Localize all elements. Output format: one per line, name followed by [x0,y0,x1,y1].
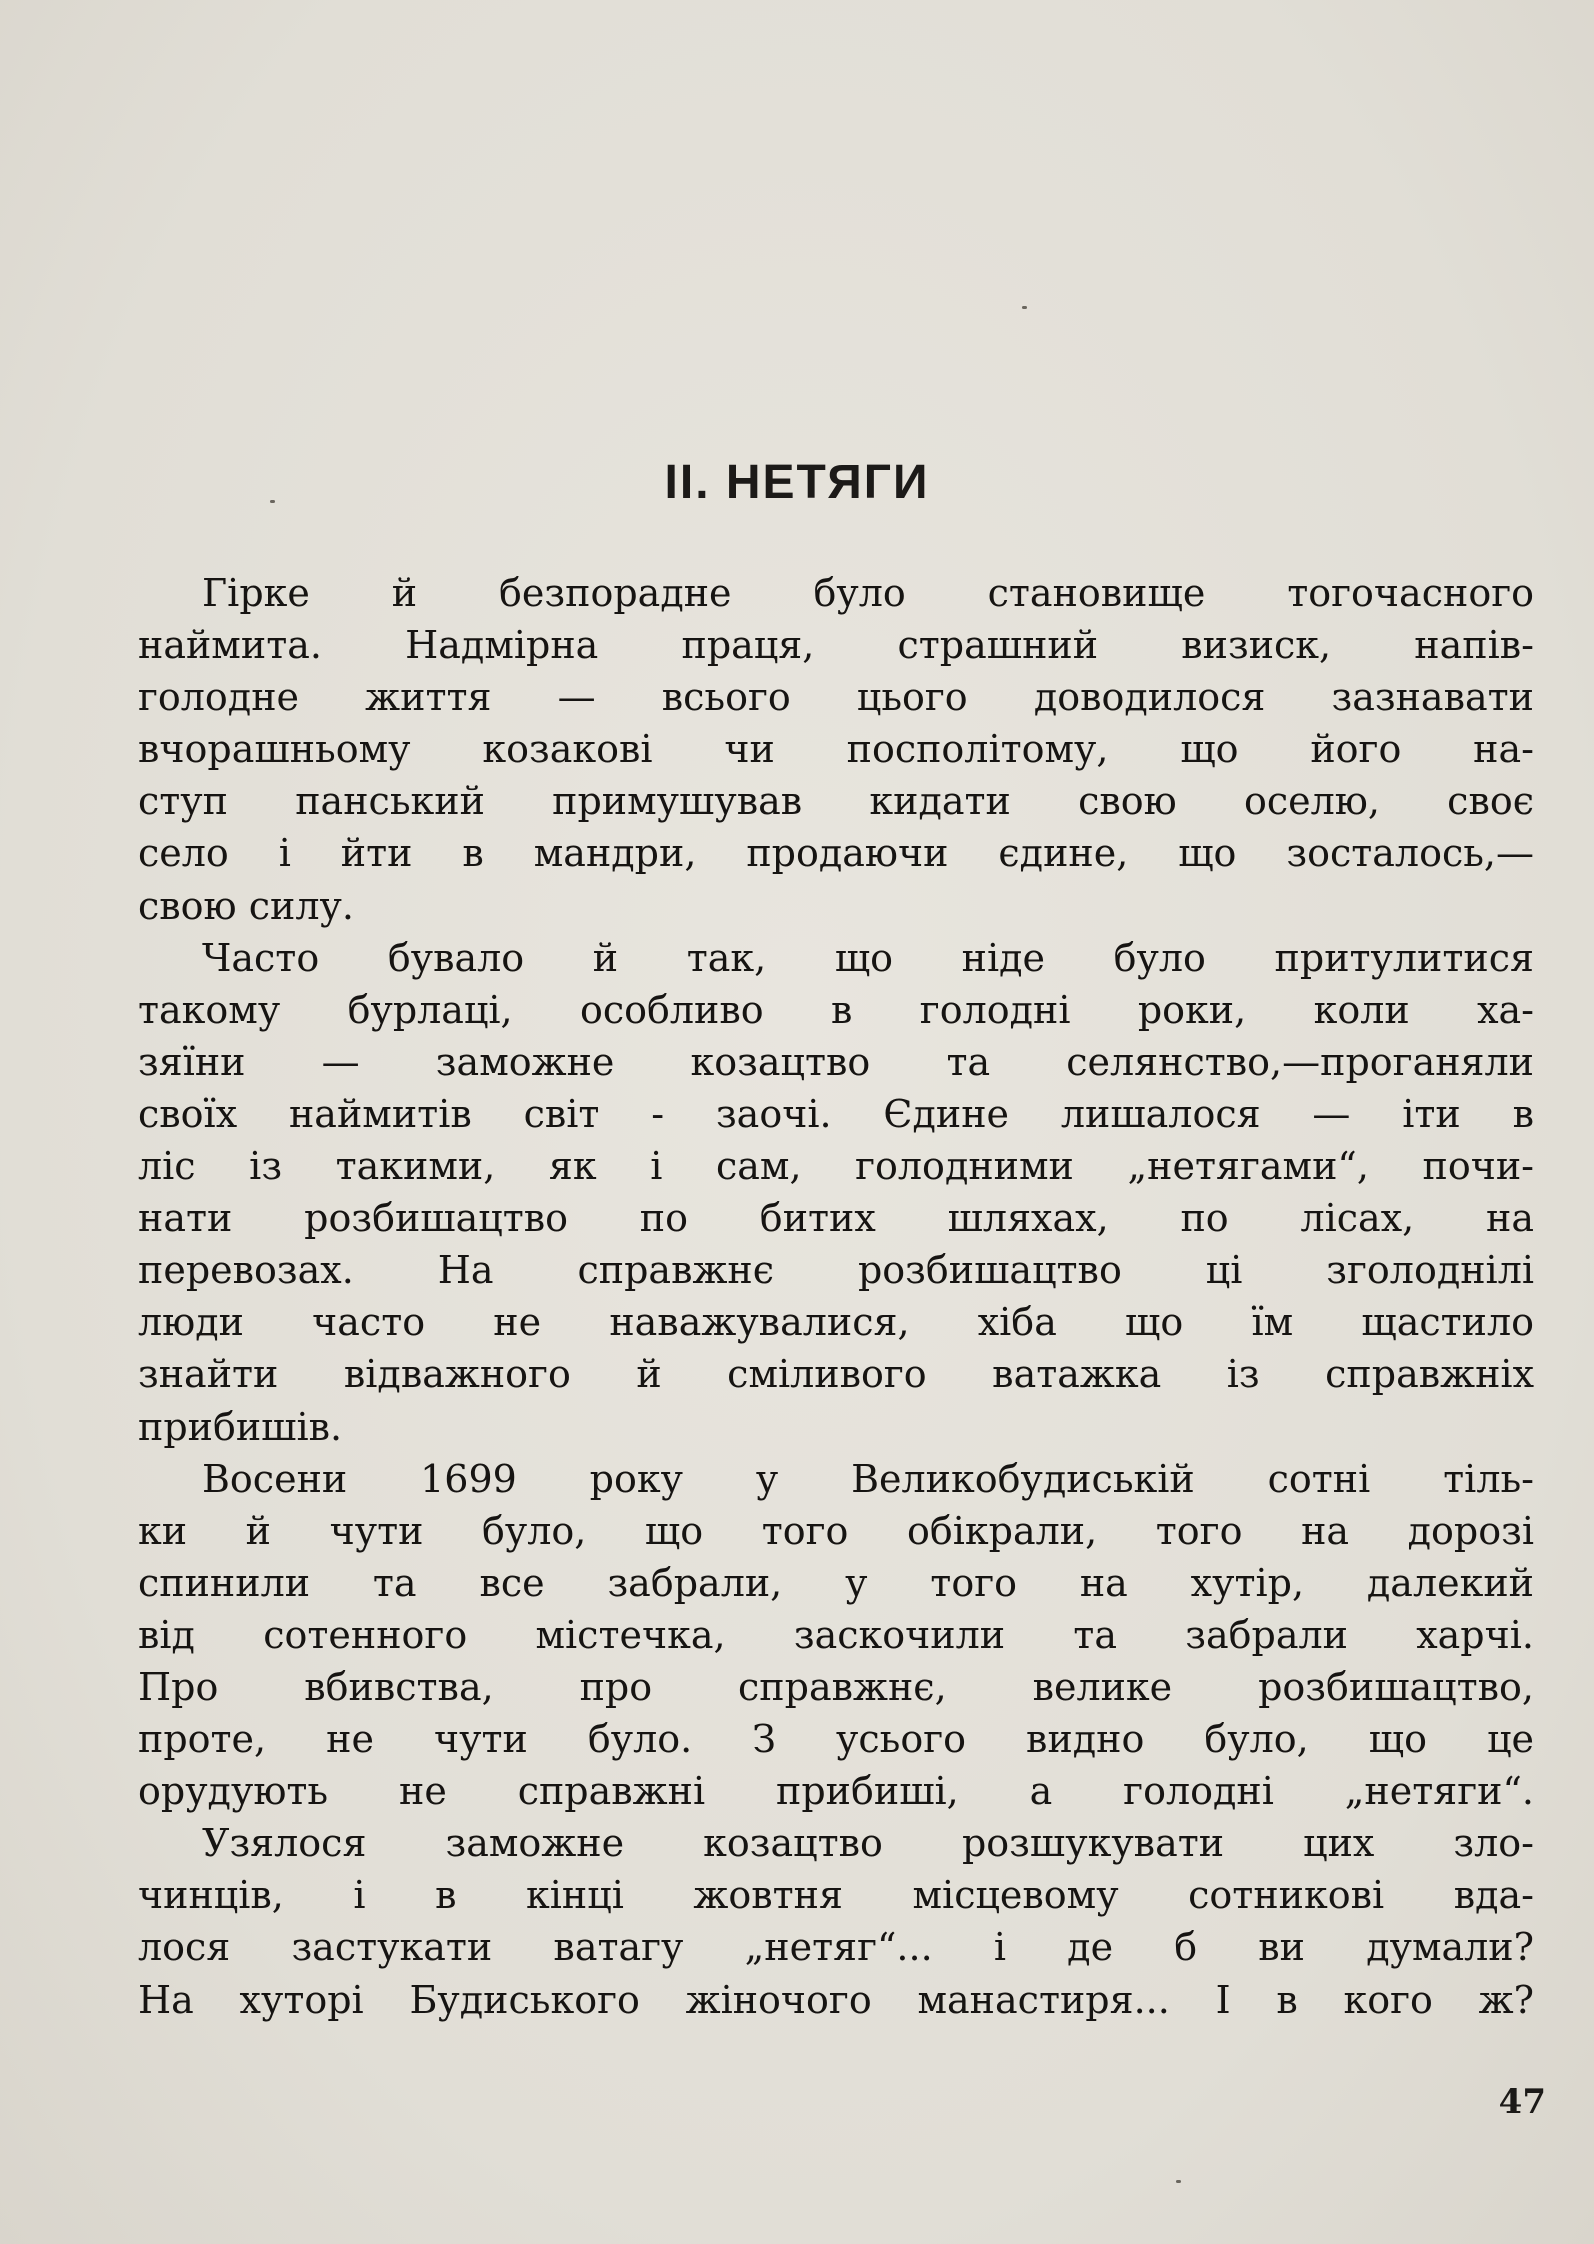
text-line: люди часто не наважувалися, хіба що їм щастило [138,1300,1534,1345]
text-line: спинили та все забрали, у того на хутір, далекий [138,1560,1534,1605]
text-line: вчорашньому козакові чи посполітому, що його на- [138,727,1534,772]
text-line: прибишів. [138,1404,343,1449]
paper-speck [270,500,275,503]
text-line: Узялося заможне козацтво розшукувати цих зло- [202,1821,1534,1866]
text-line: село і йти в мандри, продаючи єдине, що зосталось,— [138,831,1534,876]
text-line: наймита. Надмірна праця, страшний визиск, напів- [138,623,1534,668]
paper-speck [1176,2180,1181,2183]
page-number: 47 [1498,2082,1546,2122]
text-line: проте, не чути було. З усього видно було, що це [138,1717,1534,1762]
text-line: від сотенного містечка, заскочили та забрали харчі. [138,1612,1534,1657]
text-line: свою силу. [138,883,354,928]
text-line: зяїни — заможне козацтво та селянство,—проганяли [138,1039,1534,1084]
chapter-text [138,567,1534,2026]
text-line: ки й чути було, що того обікрали, того на дорозі [138,1508,1534,1553]
text-line: Восени 1699 року у Великобудиській сотні тіль- [202,1456,1534,1501]
chapter-title: II. НЕТЯГИ [664,456,930,509]
text-line: Часто бувало й так, що ніде було притулитися [202,935,1534,980]
text-line: орудують не справжні прибиші, а голодні „нетяги“. [138,1769,1534,1814]
text-line: нати розбишацтво по битих шляхах, по лісах, на [138,1196,1534,1241]
text-line: На хуторі Будиського жіночого манастиря... І в кого ж? [138,1977,1534,2022]
text-line: такому бурлаці, особливо в голодні роки, коли ха- [138,987,1534,1032]
text-line: голодне життя — всього цього доводилося зазнавати [138,675,1534,720]
text-line: своїх наймитів світ - заочі. Єдине лишалося — іти в [138,1091,1534,1136]
text-line: чинців, і в кінці жовтня місцевому сотникові вда- [138,1873,1534,1918]
paper-speck [1022,306,1027,309]
text-line: Про вбивства, про справжнє, велике розбишацтво, [138,1664,1534,1709]
text-line: знайти відважного й сміливого ватажка із справжніх [138,1352,1534,1397]
text-line: ліс із такими, як і сам, голодними „нетягами“, почи- [138,1144,1534,1189]
text-line: лося застукати ватагу „нетяг“... і де б ви думали? [138,1925,1534,1970]
text-line: ступ панський примушував кидати свою оселю, своє [138,779,1534,824]
text-line: Гірке й безпорадне було становище тогочасного [202,571,1534,615]
text-line: перевозах. На справжнє розбишацтво ці зголоднілі [138,1248,1534,1293]
